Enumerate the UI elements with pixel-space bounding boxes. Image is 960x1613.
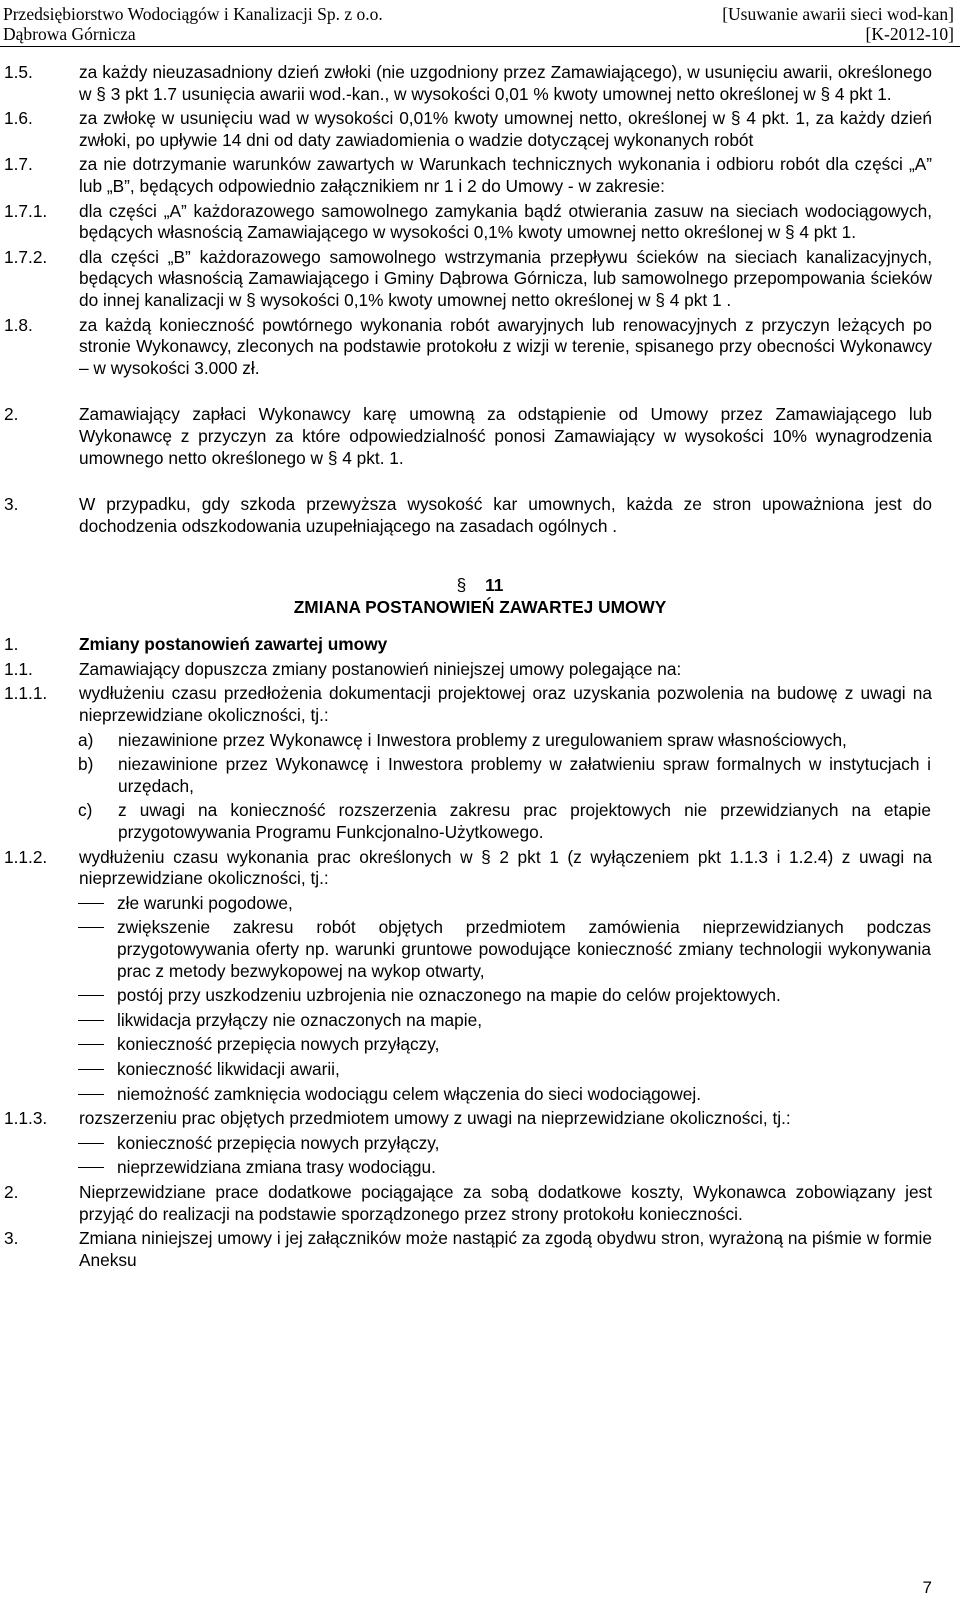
clause-number: 3.	[4, 494, 19, 515]
clause-number: 1.1.3.	[4, 1108, 48, 1129]
clause-number: 1.5.	[4, 62, 33, 82]
clause-1-6	[0, 108, 960, 151]
list-letter: a)	[78, 729, 94, 750]
clause-text: Zamawiający zapłaci Wykonawcy karę umowną za odstąpienie od Umowy przez Zamawiającego lub Wykonawcę z przyczyn za które odpowiedzialność ponosi Zamawiający w wysokości 10% wynagrodzenia umownego netto określonego w § 4 pkt. 1.	[79, 404, 932, 468]
section-title: ZMIANA POSTANOWIEŃ ZAWARTEJ UMOWY	[293, 597, 667, 618]
clause-1-5	[0, 62, 960, 105]
dash-text: złe warunki pogodowe,	[117, 892, 293, 913]
header-organization: Przedsiębiorstwo Wodociągów i Kanalizacji Sp. z o.o.	[3, 4, 383, 24]
clause-text: dla części „A” każdorazowego samowolnego zamykania bądź otwierania zasuw na sieciach wodociągowych, będących własnością Zamawiającego w wysokości 0,1% kwoty umownej netto określonej w § 4 pkt 1.	[79, 200, 932, 243]
dash-bullet	[78, 1167, 104, 1168]
clause-number: 1.1.1.	[4, 683, 48, 704]
clause-text: dla części „B” każdorazowego samowolnego wstrzymania przepływu ścieków na sieciach kanalizacyjnych, będących własnością Zamawiającego i Gminy Dąbrowa Górnicza, lub samowolnego przepompowania ścieków do innej kanalizacji w § wysokości 0,1% kwoty umownej netto określonej w § 4 pkt 1 .	[79, 246, 932, 310]
clause-text: za każdy nieuzasadniony dzień zwłoki (nie uzgodniony przez Zamawiającego), w usunięciu awarii, określonego w § 3 pkt 1.7 usunięcia awarii wod.-kan., w wysokości 0,01 % kwoty umownej netto określonej w § 4 pkt 1.	[79, 62, 932, 104]
s11-point-1-1-3	[0, 1108, 960, 1130]
clause-text: za nie dotrzymanie warunków zawartych w Warunkach technicznych wykonania i odbioru robót dla części „A” lub „B”, będących odpowiednio załącznikiem nr 1 i 2 do Umowy - w zakresie:	[79, 154, 932, 196]
clause-1-8	[0, 315, 960, 380]
clause-text: Nieprzewidziane prace dodatkowe pociągające za sobą dodatkowe koszty, Wykonawca zobowiązany jest przyjąć do realizacji na podstawie sporządzonego przez strony protokołu konieczności.	[79, 1181, 932, 1224]
dash-item	[0, 1059, 960, 1081]
s11-point-b	[0, 754, 960, 797]
header-document-code: [K-2012-10]	[865, 24, 954, 44]
dash-bullet	[78, 903, 104, 904]
clause-1-7-2	[0, 247, 960, 312]
dash-item	[0, 985, 960, 1007]
document-body	[0, 62, 960, 1274]
clause-number: 2.	[4, 404, 19, 425]
dash-bullet	[78, 1094, 104, 1095]
dash-item	[0, 1133, 960, 1155]
page-number: 7	[922, 1578, 932, 1597]
dash-text: likwidacja przyłączy nie oznaczonych na mapie,	[117, 1009, 482, 1030]
dash-text: postój przy uszkodzeniu uzbrojenia nie oznaczonego na mapie do celów projektowych.	[117, 985, 781, 1006]
clause-text: Zamawiający dopuszcza zmiany postanowień niniejszej umowy polegające na:	[79, 658, 682, 679]
list-text: z uwagi na konieczność rozszerzenia zakresu prac projektowych nie przewidzianych na etapie przygotowywania Programu Funkcjonalno-Użytkowego.	[118, 800, 931, 843]
s11-point-c	[0, 800, 960, 843]
dash-item	[0, 1157, 960, 1179]
list-letter: b)	[78, 754, 94, 775]
spacer	[0, 540, 960, 574]
header-divider	[0, 46, 960, 47]
dash-bullet	[78, 1020, 104, 1021]
clause-number: 1.	[4, 634, 19, 655]
s11-point-a	[0, 730, 960, 752]
clause-1-7	[0, 154, 960, 197]
s11-point-2	[0, 1182, 960, 1225]
list-text: niezawinione przez Wykonawcę i Inwestora problemy w załatwieniu spraw formalnych w instytucjach i urzędach,	[118, 754, 931, 796]
clause-number: 1.1.2.	[4, 846, 48, 867]
dash-text: nieprzewidziana zmiana trasy wodociągu.	[117, 1157, 436, 1178]
clause-number: 1.1.	[4, 658, 33, 679]
list-letter: c)	[78, 800, 93, 821]
page-header	[0, 0, 960, 52]
header-document-title: [Usuwanie awarii sieci wod-kan]	[722, 4, 954, 24]
clause-text: wydłużeniu czasu przedłożenia dokumentacji projektowej oraz uzyskania pozwolenia na budowę z uwagi na nieprzewidziane okoliczności, tj.:	[79, 683, 932, 726]
dash-text: zwiększenie zakresu robót objętych przedmiotem zamówienia nieprzewidzianych podczas przygotowywania oferty np. warunki gruntowe powodujące konieczność zmiany technologii wykonywania prac z metody bezwykopowej na wykop otwarty,	[117, 917, 931, 981]
clause-number: 2.	[4, 1181, 19, 1202]
header-city: Dąbrowa Górnicza	[3, 24, 136, 44]
s11-point-1	[0, 634, 960, 656]
section-sign: §	[456, 575, 467, 596]
dash-item	[0, 917, 960, 982]
clause-number: 3.	[4, 1228, 19, 1249]
dash-text: konieczność przepięcia nowych przyłączy,	[117, 1132, 440, 1153]
dash-item	[0, 1084, 960, 1106]
dash-text: niemożność zamknięcia wodociągu celem włączenia do sieci wodociągowej.	[117, 1083, 702, 1104]
clause-heading: Zmiany postanowień zawartej umowy	[79, 634, 388, 655]
clause-text: Zmiana niniejszej umowy i jej załączników może nastąpić za zgodą obydwu stron, wyrażoną na piśmie w formie Aneksu	[79, 1228, 932, 1270]
clause-number: 1.7.2.	[4, 246, 48, 267]
dash-text: konieczność likwidacji awarii,	[117, 1058, 340, 1079]
spacer	[0, 618, 960, 634]
clause-number: 1.6.	[4, 108, 33, 129]
s11-point-1-1-1	[0, 683, 960, 726]
clause-3	[0, 494, 960, 537]
dash-bullet	[78, 1143, 104, 1144]
s11-point-1-1	[0, 659, 960, 681]
clause-text: wydłużeniu czasu wykonania prac określonych w § 2 pkt 1 (z wyłączeniem pkt 1.1.3 i 1.2.4) z uwagi na nieprzewidziane okoliczności, tj.:	[79, 846, 932, 889]
dash-bullet	[78, 1069, 104, 1070]
dash-item	[0, 893, 960, 915]
dash-item	[0, 1010, 960, 1032]
dash-text: konieczność przepięcia nowych przyłączy,	[117, 1034, 440, 1055]
clause-number: 1.7.	[4, 154, 33, 175]
dash-bullet	[78, 995, 104, 996]
dash-bullet	[78, 1044, 104, 1045]
clause-text: za zwłokę w usunięciu wad w wysokości 0,01% kwoty umownej netto, określonej w § 4 pkt. 1, za każdy dzień zwłoki, po upływie 14 dni od daty zawiadomienia o wadzie dotyczącej wykonanych robót	[79, 108, 932, 150]
clause-text: za każdą konieczność powtórnego wykonania robót awaryjnych lub renowacyjnych z przyczyn leżących po stronie Wykonawcy, zleconych na podstawie protokołu z wizji w terenie, spisanego przy obecności Wykonawcy – w wysokości 3.000 zł.	[79, 314, 932, 378]
clause-2	[0, 404, 960, 469]
clause-number: 1.7.1.	[4, 200, 48, 221]
clause-1-7-1	[0, 201, 960, 244]
dash-item	[0, 1034, 960, 1056]
clause-number: 1.8.	[4, 314, 33, 335]
spacer	[0, 472, 960, 494]
clause-text: W przypadku, gdy szkoda przewyższa wysokość kar umownych, każda ze stron upoważniona jest do dochodzenia odszkodowania uzupełniającego na zasadach ogólnych .	[79, 494, 932, 536]
s11-point-3	[0, 1228, 960, 1271]
dash-bullet	[78, 927, 104, 928]
section-number	[0, 574, 960, 596]
s11-point-1-1-2	[0, 847, 960, 890]
section-number-value: 11	[485, 575, 504, 596]
clause-text: rozszerzeniu prac objętych przedmiotem umowy z uwagi na nieprzewidziane okoliczności, tj.:	[79, 1108, 791, 1129]
spacer	[0, 382, 960, 404]
list-text: niezawinione przez Wykonawcę i Inwestora problemy z uregulowaniem spraw własnościowych,	[118, 729, 847, 750]
